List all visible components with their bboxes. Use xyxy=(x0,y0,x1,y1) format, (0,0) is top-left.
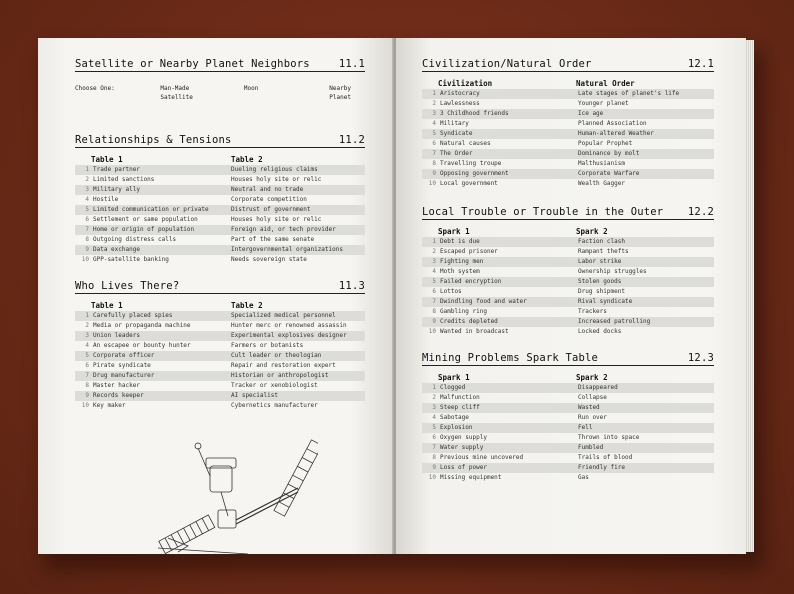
cell-col-2: Tracker or xenobiologist xyxy=(231,382,318,389)
section-title: Who Lives There? xyxy=(75,280,180,292)
cell-col-2: Distrust of government xyxy=(231,206,311,213)
cell-col-1: Master hacker xyxy=(93,382,140,389)
cell-col-1: Drug manufacturer xyxy=(93,372,155,379)
cell-col-1: Explosion xyxy=(440,424,473,431)
cell-col-2: Thrown into space xyxy=(578,434,640,441)
cell-col-1: Missing equipment xyxy=(440,474,502,481)
table-row xyxy=(75,371,365,381)
section-number: 12.1 xyxy=(687,58,714,70)
cell-col-2: Farmers or botanists xyxy=(231,342,304,349)
cell-col-2: Corporate competition xyxy=(231,196,307,203)
cell-col-2: Drug shipment xyxy=(578,288,625,295)
section-title: Civilization/Natural Order xyxy=(422,58,592,70)
cell-col-1: Hostile xyxy=(93,196,119,203)
table-row xyxy=(422,393,714,403)
cell-col-1: Previous mine uncovered xyxy=(440,454,524,461)
table-header xyxy=(75,301,365,310)
table-row xyxy=(422,139,714,149)
row-number: 6 xyxy=(432,140,436,147)
row-number: 5 xyxy=(85,206,89,213)
cell-col-2: Dueling religious claims xyxy=(231,166,318,173)
cell-col-2: Ownership struggles xyxy=(578,268,647,275)
row-number: 6 xyxy=(85,216,89,223)
row-number: 2 xyxy=(432,394,436,401)
cell-col-2: Cult leader or theologian xyxy=(231,352,322,359)
cell-col-2: Run over xyxy=(578,414,607,421)
cell-col-1: Moth system xyxy=(440,268,480,275)
cell-col-2: Needs sovereign state xyxy=(231,256,307,263)
table-row xyxy=(75,255,365,265)
table-header xyxy=(422,227,714,236)
row-number: 3 xyxy=(85,186,89,193)
cell-col-1: Dwindling food and water xyxy=(440,298,527,305)
row-number: 2 xyxy=(432,248,436,255)
civilization-table xyxy=(422,89,714,189)
section-title: Relationships & Tensions xyxy=(75,134,232,146)
table-row xyxy=(422,99,714,109)
row-number: 3 xyxy=(432,258,436,265)
table-row xyxy=(422,169,714,179)
cell-col-1: Sabotage xyxy=(440,414,469,421)
section-header xyxy=(75,58,365,72)
cell-col-1: Key maker xyxy=(93,402,126,409)
cell-col-1: Limited sanctions xyxy=(93,176,155,183)
cell-col-2: Neutral and no trade xyxy=(231,186,304,193)
cell-col-1: Aristocracy xyxy=(440,90,480,97)
row-number: 5 xyxy=(432,130,436,137)
right-page xyxy=(396,38,746,554)
table-row xyxy=(422,257,714,267)
row-number: 9 xyxy=(432,318,436,325)
table-row xyxy=(75,341,365,351)
table-row xyxy=(422,277,714,287)
cell-col-2: Fell xyxy=(578,424,593,431)
section-title: Satellite or Nearby Planet Neighbors xyxy=(75,58,310,70)
cell-col-1: Failed encryption xyxy=(440,278,502,285)
section-header xyxy=(75,134,365,148)
table-row xyxy=(75,245,365,255)
cell-col-1: Data exchange xyxy=(93,246,140,253)
cell-col-1: The Order xyxy=(440,150,473,157)
column-header-1: Spark 1 xyxy=(438,373,470,382)
option-moon: Moon xyxy=(243,85,259,92)
cell-col-2: Experimental explosives designer xyxy=(231,332,347,339)
table-row xyxy=(75,331,365,341)
table-row xyxy=(422,237,714,247)
section-header xyxy=(422,352,714,366)
cell-col-1: Malfunction xyxy=(440,394,480,401)
cell-col-2: Disappeared xyxy=(578,384,618,391)
column-header-2: Spark 2 xyxy=(576,373,608,382)
cell-col-1: Debt is due xyxy=(440,238,480,245)
relationships-table xyxy=(75,165,365,265)
row-number: 4 xyxy=(85,342,89,349)
table-row xyxy=(422,159,714,169)
cell-col-1: Lawlessness xyxy=(440,100,480,107)
cell-col-1: Trade partner xyxy=(93,166,140,173)
table-row xyxy=(75,321,365,331)
row-number: 9 xyxy=(85,246,89,253)
section-header xyxy=(75,280,365,294)
row-number: 1 xyxy=(432,384,436,391)
cell-col-1: GPP-satellite banking xyxy=(93,256,169,263)
mining-table xyxy=(422,383,714,483)
section-number: 11.3 xyxy=(338,280,365,292)
cell-col-1: Wanted in broadcast xyxy=(440,328,509,335)
section-relationships xyxy=(75,134,365,265)
table-row xyxy=(422,423,714,433)
column-header-2: Natural Order xyxy=(576,79,635,88)
cell-col-1: Pirate syndicate xyxy=(93,362,151,369)
row-number: 10 xyxy=(81,402,89,409)
cell-col-1: Union leaders xyxy=(93,332,140,339)
cell-col-1: Travelling troupe xyxy=(440,160,502,167)
cell-col-1: Oxygen supply xyxy=(440,434,487,441)
cell-col-1: Syndicate xyxy=(440,130,473,137)
cell-col-1: Home or origin of population xyxy=(93,226,195,233)
table-row xyxy=(75,381,365,391)
cell-col-2: Historian or anthropologist xyxy=(231,372,329,379)
cell-col-2: Rampant thefts xyxy=(578,248,629,255)
cell-col-2: Wasted xyxy=(578,404,600,411)
table-row xyxy=(422,247,714,257)
row-number: 9 xyxy=(432,464,436,471)
row-number: 8 xyxy=(85,382,89,389)
option-satellite: Man-Made Satellite xyxy=(160,85,193,101)
column-header-2: Table 2 xyxy=(231,301,263,310)
cell-col-1: Military xyxy=(440,120,469,127)
cell-col-1: Credits depleted xyxy=(440,318,498,325)
table-row xyxy=(75,205,365,215)
table-row xyxy=(75,175,365,185)
cell-col-1: Steep cliff xyxy=(440,404,480,411)
cell-col-2: Dominance by molt xyxy=(578,150,640,157)
section-title: Mining Problems Spark Table xyxy=(422,352,599,364)
cell-col-1: Lottos xyxy=(440,288,462,295)
cell-col-2: Corporate Warfare xyxy=(578,170,640,177)
row-number: 9 xyxy=(85,392,89,399)
row-number: 3 xyxy=(85,332,89,339)
section-title: Local Trouble or Trouble in the Outer xyxy=(422,206,664,218)
cell-col-1: Media or propaganda machine xyxy=(93,322,191,329)
table-row xyxy=(422,297,714,307)
cell-col-1: Limited communication or private xyxy=(93,206,209,213)
table-row xyxy=(422,109,714,119)
cell-col-2: Foreign aid, or tech provider xyxy=(231,226,336,233)
choose-one-row xyxy=(75,84,365,102)
page-edges xyxy=(746,40,754,552)
cell-col-2: Friendly fire xyxy=(578,464,625,471)
row-number: 8 xyxy=(85,236,89,243)
row-number: 4 xyxy=(432,414,436,421)
table-row xyxy=(75,165,365,175)
cell-col-1: Local government xyxy=(440,180,498,187)
cell-col-2: Increased patrolling xyxy=(578,318,651,325)
table-row xyxy=(75,215,365,225)
table-row xyxy=(75,195,365,205)
cell-col-2: Collapse xyxy=(578,394,607,401)
cell-col-2: Popular Prophet xyxy=(578,140,633,147)
cell-col-1: 3 Childhood friends xyxy=(440,110,509,117)
cell-col-2: Trackers xyxy=(578,308,607,315)
table-row xyxy=(422,119,714,129)
row-number: 1 xyxy=(432,90,436,97)
table-row xyxy=(422,403,714,413)
cell-col-2: Wealth Gagger xyxy=(578,180,625,187)
section-header xyxy=(422,58,714,72)
row-number: 6 xyxy=(432,288,436,295)
table-row xyxy=(75,185,365,195)
cell-col-1: Military ally xyxy=(93,186,140,193)
cell-col-2: Gas xyxy=(578,474,589,481)
section-mining-problems xyxy=(422,352,714,483)
column-header-2: Table 2 xyxy=(231,155,263,164)
row-number: 1 xyxy=(85,166,89,173)
row-number: 10 xyxy=(428,474,436,481)
row-number: 2 xyxy=(432,100,436,107)
section-number: 11.1 xyxy=(338,58,365,70)
row-number: 8 xyxy=(432,454,436,461)
table-row xyxy=(75,225,365,235)
cell-col-2: Late stages of planet's life xyxy=(578,90,680,97)
row-number: 4 xyxy=(85,196,89,203)
row-number: 6 xyxy=(85,362,89,369)
cell-col-2: Human-altered Weather xyxy=(578,130,654,137)
choose-label: Choose One: xyxy=(75,85,115,92)
left-page xyxy=(38,38,394,554)
table-row xyxy=(422,267,714,277)
row-number: 1 xyxy=(432,238,436,245)
cell-col-2: Younger planet xyxy=(578,100,629,107)
table-row xyxy=(75,401,365,411)
cell-col-1: Gambling ring xyxy=(440,308,487,315)
column-header-1: Spark 1 xyxy=(438,227,470,236)
cell-col-2: Ice age xyxy=(578,110,604,117)
section-who-lives-there xyxy=(75,280,365,411)
section-civilization xyxy=(422,58,714,189)
column-header-1: Table 1 xyxy=(91,155,123,164)
row-number: 7 xyxy=(432,298,436,305)
table-row xyxy=(422,149,714,159)
cell-col-2: Locked docks xyxy=(578,328,622,335)
open-book xyxy=(38,38,754,554)
section-number: 12.3 xyxy=(687,352,714,364)
row-number: 10 xyxy=(428,180,436,187)
section-satellite-neighbors xyxy=(75,58,365,102)
cell-col-2: Rival syndicate xyxy=(578,298,633,305)
cell-col-1: Escaped prisoner xyxy=(440,248,498,255)
cell-col-2: Planned Association xyxy=(578,120,647,127)
table-row xyxy=(422,307,714,317)
row-number: 4 xyxy=(432,268,436,275)
section-local-trouble xyxy=(422,206,714,337)
column-header-1: Table 1 xyxy=(91,301,123,310)
cell-col-2: Faction clash xyxy=(578,238,625,245)
cell-col-1: Records keeper xyxy=(93,392,144,399)
row-number: 5 xyxy=(85,352,89,359)
table-row xyxy=(422,413,714,423)
row-number: 2 xyxy=(85,176,89,183)
cell-col-1: Natural causes xyxy=(440,140,491,147)
cell-col-1: Outgoing distress calls xyxy=(93,236,177,243)
section-number: 11.2 xyxy=(338,134,365,146)
row-number: 6 xyxy=(432,434,436,441)
trouble-table xyxy=(422,237,714,337)
cell-col-2: Houses holy site or relic xyxy=(231,176,322,183)
row-number: 1 xyxy=(85,312,89,319)
row-number: 8 xyxy=(432,160,436,167)
cell-col-2: Trails of blood xyxy=(578,454,633,461)
table-row xyxy=(422,453,714,463)
cell-col-2: Houses holy site or relic xyxy=(231,216,322,223)
cell-col-2: Repair and restoration expert xyxy=(231,362,336,369)
table-row xyxy=(75,311,365,321)
cell-col-2: Malthusianism xyxy=(578,160,625,167)
cell-col-2: AI specialist xyxy=(231,392,278,399)
row-number: 5 xyxy=(432,424,436,431)
cell-col-2: Fumbled xyxy=(578,444,604,451)
satellite-illustration xyxy=(148,428,318,554)
section-number: 12.2 xyxy=(687,206,714,218)
cell-col-1: Clogged xyxy=(440,384,466,391)
table-row xyxy=(75,361,365,371)
row-number: 5 xyxy=(432,278,436,285)
table-row xyxy=(422,443,714,453)
column-header-2: Spark 2 xyxy=(576,227,608,236)
table-row xyxy=(422,463,714,473)
cell-col-1: Corporate officer xyxy=(93,352,155,359)
table-row xyxy=(75,391,365,401)
row-number: 4 xyxy=(432,120,436,127)
table-row xyxy=(422,89,714,99)
row-number: 9 xyxy=(432,170,436,177)
table-row xyxy=(75,235,365,245)
row-number: 7 xyxy=(85,226,89,233)
table-row xyxy=(75,351,365,361)
row-number: 7 xyxy=(432,150,436,157)
row-number: 2 xyxy=(85,322,89,329)
column-header-1: Civilization xyxy=(438,79,493,88)
cell-col-1: Water supply xyxy=(440,444,484,451)
cell-col-2: Hunter merc or renowned assassin xyxy=(231,322,347,329)
row-number: 8 xyxy=(432,308,436,315)
table-row xyxy=(422,473,714,483)
table-row xyxy=(422,327,714,337)
row-number: 10 xyxy=(428,328,436,335)
table-row xyxy=(422,383,714,393)
table-header xyxy=(75,155,365,164)
inhabitants-table xyxy=(75,311,365,411)
table-header xyxy=(422,79,714,88)
row-number: 10 xyxy=(81,256,89,263)
cell-col-2: Cybernetics manufacturer xyxy=(231,402,318,409)
table-row xyxy=(422,317,714,327)
cell-col-1: Settlement or same population xyxy=(93,216,198,223)
option-planet: Nearby Planet xyxy=(329,85,351,101)
cell-col-2: Specialized medical personnel xyxy=(231,312,336,319)
cell-col-1: An escapee or bounty hunter xyxy=(93,342,191,349)
cell-col-2: Intergovernmental organizations xyxy=(231,246,343,253)
cell-col-2: Part of the same senate xyxy=(231,236,315,243)
row-number: 7 xyxy=(85,372,89,379)
table-row xyxy=(422,433,714,443)
cell-col-1: Opposing government xyxy=(440,170,509,177)
table-row xyxy=(422,179,714,189)
table-row xyxy=(422,129,714,139)
table-header xyxy=(422,373,714,382)
cell-col-2: Stolen goods xyxy=(578,278,622,285)
section-header xyxy=(422,206,714,220)
row-number: 3 xyxy=(432,110,436,117)
cell-col-2: Labor strike xyxy=(578,258,622,265)
row-number: 3 xyxy=(432,404,436,411)
cell-col-1: Carefully placed spies xyxy=(93,312,173,319)
table-row xyxy=(422,287,714,297)
row-number: 7 xyxy=(432,444,436,451)
cell-col-1: Loss of power xyxy=(440,464,487,471)
cell-col-1: Fighting men xyxy=(440,258,484,265)
